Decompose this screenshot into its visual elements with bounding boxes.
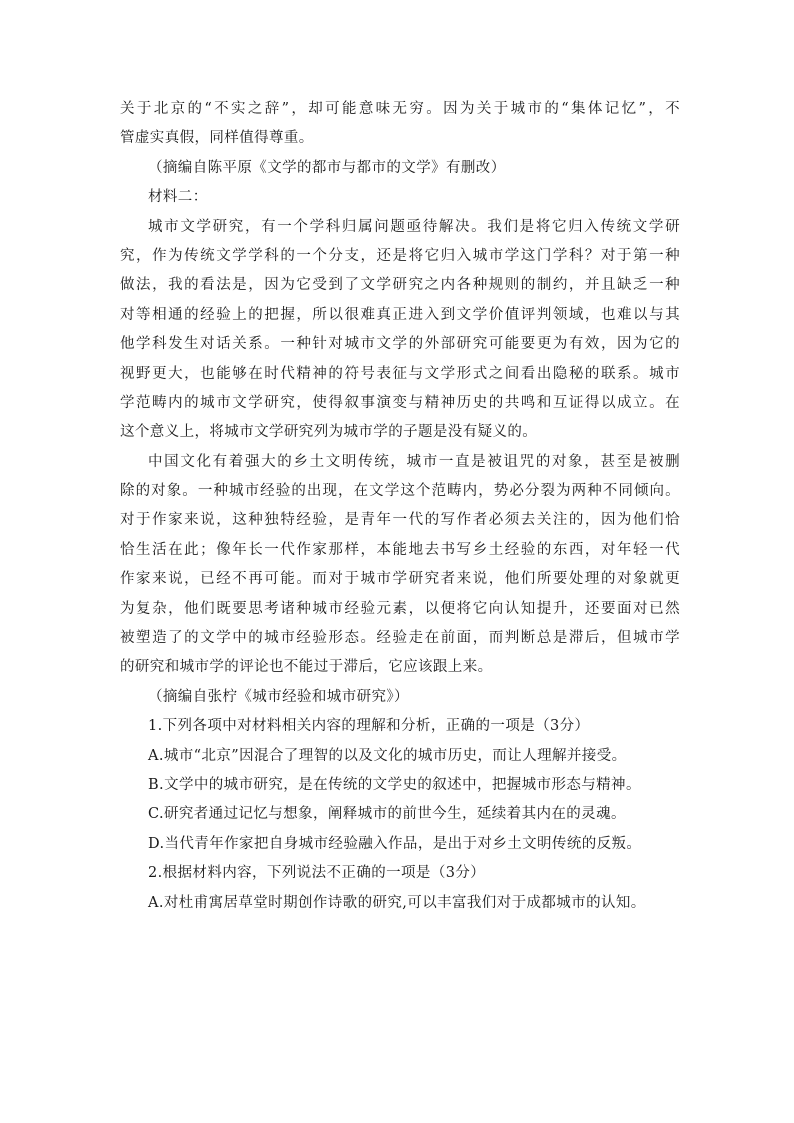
question-stem: 1.下列各项中对材料相关内容的理解和分析，正确的一项是（3分） [148,718,590,735]
body-line: 被塑造了的文学中的城市经验形态。经验走在前面，而判断总是滞后，但城市学 [120,630,680,647]
document-body [120,95,680,918]
body-line: 中国文化有着强大的乡土文明传统，城市一直是被诅咒的对象，甚至是被删 [148,453,680,470]
question-option: A.城市“北京”因混合了理智的以及文化的城市历史，而让人理解并接受。 [148,747,627,764]
body-line: 的研究和城市学的评论也不能过于滞后，它应该跟上来。 [120,659,493,676]
question-option: B.文学中的城市研究，是在传统的文学史的叙述中，把握城市形态与精神。 [148,776,641,793]
body-line: 对于作家来说，这种独特经验，是青年一代的写作者必须去关注的，因为他们恰 [120,512,680,529]
body-line: 除的对象。一种城市经验的出现，在文学这个范畴内，势必分裂为两种不同倾向。 [120,483,680,500]
body-line: 学范畴内的城市文学研究，使得叙事演变与精神历史的共鸣和互证得以成立。在 [120,394,680,411]
body-line: 他学科发生对话关系。一种针对城市文学的外部研究可能要更为有效，因为它的 [120,336,680,353]
section-heading: 材料二： [148,189,208,206]
question-option: C.研究者通过记忆与想象，阐释城市的前世今生，延续着其内在的灵魂。 [148,806,626,823]
body-line: 这个意义上，将城市文学研究列为城市学的子题是没有疑义的。 [120,424,538,441]
body-line: 对等相通的经验上的把握，所以很难真正进入到文学价值评判领域，也难以与其 [120,306,680,323]
question-stem: 2.根据材料内容，下列说法不正确的一项是（3分） [148,865,486,882]
source-citation: （摘编自张柠《城市经验和城市研究》） [148,688,409,705]
body-line: 究，作为传统文学学科的一个分支，还是将它归入城市学这门学科？对于第一种 [120,247,680,264]
question-option: D.当代青年作家把自身城市经验融入作品，是出于对乡土文明传统的反叛。 [148,835,642,852]
body-line: 管虚实真假，同样值得尊重。 [120,130,314,147]
body-line: 做法，我的看法是，因为它受到了文学研究之内各种规则的制约，并且缺乏一种 [120,277,680,294]
body-line: 视野更大，也能够在时代精神的符号表征与文学形式之间看出隐秘的联系。城市 [120,365,680,382]
body-line: 为复杂，他们既要思考诸种城市经验元素，以便将它向认知提升，还要面对已然 [120,600,680,617]
body-line: 作家来说，已经不再可能。而对于城市学研究者来说，他们所要处理的对象就更 [120,571,680,588]
source-citation: （摘编自陈平原《文学的都市与都市的文学》有删改） [148,159,506,176]
body-line: 关于北京的“不实之辞”，却可能意味无穷。因为关于城市的“集体记忆”，不 [120,101,680,117]
body-line: 城市文学研究，有一个学科归属问题亟待解决。我们是将它归入传统文学研 [148,218,680,235]
body-line: 恰生活在此；像年长一代作家那样，本能地去书写乡土经验的东西，对年轻一代 [120,541,680,558]
question-option: A.对杜甫寓居草堂时期创作诗歌的研究,可以丰富我们对于成都城市的认知。 [148,894,646,911]
